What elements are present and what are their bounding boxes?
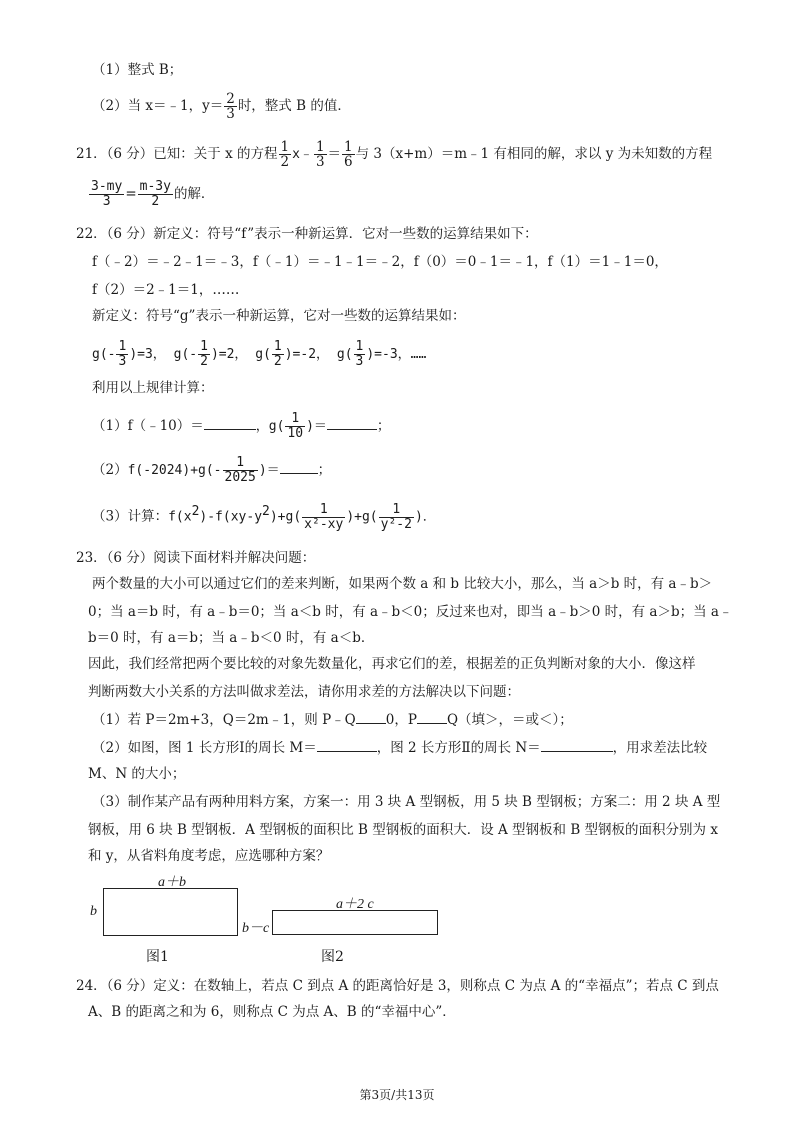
q20-item-2-text: （2）当 x＝﹣1，y＝	[92, 98, 224, 114]
fraction: $\frac{1}{6}$	[344, 139, 353, 170]
fraction: $\frac{1}{2}$	[280, 139, 290, 170]
q23-part-2-line2: M、N 的大小；	[88, 766, 186, 782]
fig2-caption: 图2	[321, 949, 344, 965]
fig1-rectangle	[103, 888, 238, 936]
fraction: $\frac{3-my}{3}$	[91, 179, 123, 209]
q23-para1-line2: 0；当 a＝b 时，有 a﹣b＝0；当 a＜b 时，有 a﹣b＜0；反过来也对，即当 a﹣b＞0 时，有 a＞b；当 a﹣	[88, 604, 733, 620]
q21-end: 的解．	[173, 186, 215, 202]
q22-head: 22．（6 分）新定义：符号“f”表示一种新运算．它对一些数的运算结果如下：	[76, 226, 538, 242]
q22-part-2: （2）f(-2024)+g(- $\frac{1}{2025}$ )＝ ；	[92, 455, 332, 485]
fig2-side-label: b－c	[242, 921, 270, 936]
q23-part-3-line3: 和 y，从省料角度考虑，应选哪种方案？	[88, 848, 330, 864]
fraction: $\frac{1}{3}$	[315, 139, 325, 170]
fig1-caption: 图1	[146, 949, 169, 965]
answer-blank[interactable]	[417, 711, 447, 724]
answer-blank[interactable]	[541, 739, 613, 752]
fraction: $\frac{m-3y}{2}$	[139, 179, 171, 209]
q23-part-1: （1）若 P＝2m+3，Q＝2m﹣1，则 P﹣Q 0，P Q（填＞，＝或＜）；	[92, 712, 573, 728]
q22-g-items	[92, 340, 426, 369]
eq-part: x﹣	[292, 147, 313, 162]
q22-part-1: （1）f（﹣10）＝ ，g( $\frac{1}{10}$ )＝ ；	[92, 411, 391, 441]
q23-para2-line1: 因此，我们经常把两个要比较的对象先数量化，再求它们的差，根据差的正负判断对象的大小．像这样	[88, 656, 696, 672]
q21-line-2	[88, 180, 214, 209]
q22-rule: 利用以上规律计算：	[92, 380, 214, 396]
q23-para1-line1: 两个数量的大小可以通过它们的差来判断，如果两个数 a 和 b 比较大小，那么，当 a＞b 时，有 a﹣b＞	[92, 576, 713, 592]
answer-blank[interactable]	[356, 711, 386, 724]
g-item: g( $\frac{1}{2}$ )=-2，	[255, 339, 330, 369]
eq-part: =	[125, 186, 137, 202]
q24-line-1: 24．（6 分）定义：在数轴上，若点 C 到点 A 的距离恰好是 3，则称点 C 为点 A 的“幸福点”；若点 C 到点	[76, 978, 719, 994]
g-item: g(- $\frac{1}{3}$ )=3，	[92, 339, 166, 369]
answer-blank[interactable]	[280, 461, 318, 474]
q23-para2-line2: 判断两数大小关系的方法叫做求差法，请你用求差的方法解决以下问题：	[88, 684, 520, 700]
q23-part-3-line2: 钢板，用 6 块 B 型钢板．A 型钢板的面积比 B 型钢板的面积大．设 A 型钢板和 B 型钢板的面积分别为 x	[88, 822, 718, 838]
q21-head: 21．（6 分）已知：关于 x 的方程	[76, 146, 278, 162]
q23-head: 23．（6 分）阅读下面材料并解决问题：	[76, 550, 316, 566]
fig1-side-label: b	[90, 904, 97, 919]
eq-part: ＝	[327, 146, 342, 162]
q22-g-intro: 新定义：符号“g”表示一种新运算，它对一些数的运算结果如：	[92, 308, 466, 324]
q22-part-3: （3）计算：$f(x^2)-f(xy-y^2)+g$( $\frac{1}{\text{x²-xy}}$ )+g( $\frac{1}{\text{y²-2}}$ )．	[92, 501, 436, 532]
fig1-top-label: a＋b	[158, 875, 186, 890]
q23-part-3-line1: （3）制作某产品有两种用料方案，方案一：用 3 块 A 型钢板，用 5 块 B 型钢板；方案二：用 2 块 A 型	[92, 794, 721, 810]
q20-item-1: （1）整式 B；	[92, 62, 183, 78]
fraction: $\frac{2}{3}$	[226, 91, 235, 122]
fig2-top-label: a＋2 c	[336, 897, 374, 912]
g-item: g( $\frac{1}{3}$ )=-3，……	[336, 339, 427, 369]
q22-f-line-2: f（2）＝2﹣1＝1，……	[92, 282, 240, 298]
answer-blank[interactable]	[204, 417, 256, 430]
fig2-rectangle	[272, 910, 438, 935]
g-item: g(- $\frac{1}{2}$ )=2，	[173, 339, 248, 369]
q22-f-line-1: f（﹣2）＝﹣2﹣1＝﹣3，f（﹣1）＝﹣1﹣1＝﹣2，f（0）＝0﹣1＝﹣1，f（1）＝1﹣1＝0，	[92, 254, 668, 270]
q23-para1-line3: b＝0 时，有 a＝b；当 a﹣b＜0 时，有 a＜b．	[88, 630, 375, 646]
page-footer: 第3页/共13页	[359, 1088, 435, 1102]
q20-item-2-tail: 时，整式 B 的值．	[237, 98, 351, 114]
q23-part-2: （2）如图，图 1 长方形Ⅰ的周长 M＝ ，图 2 长方形Ⅱ的周长 N＝ ，用求差法比较	[92, 740, 708, 756]
q21-line-1	[76, 140, 712, 169]
answer-blank[interactable]	[327, 417, 377, 430]
answer-blank[interactable]	[317, 739, 377, 752]
q21-tail: 与 3（x+m）＝m﹣1 有相同的解，求以 y 为未知数的方程	[355, 146, 713, 162]
q20-item-2	[92, 92, 351, 121]
q24-line-2: A、B 的距离之和为 6，则称点 C 为点 A、B 的“幸福中心”．	[88, 1004, 456, 1020]
